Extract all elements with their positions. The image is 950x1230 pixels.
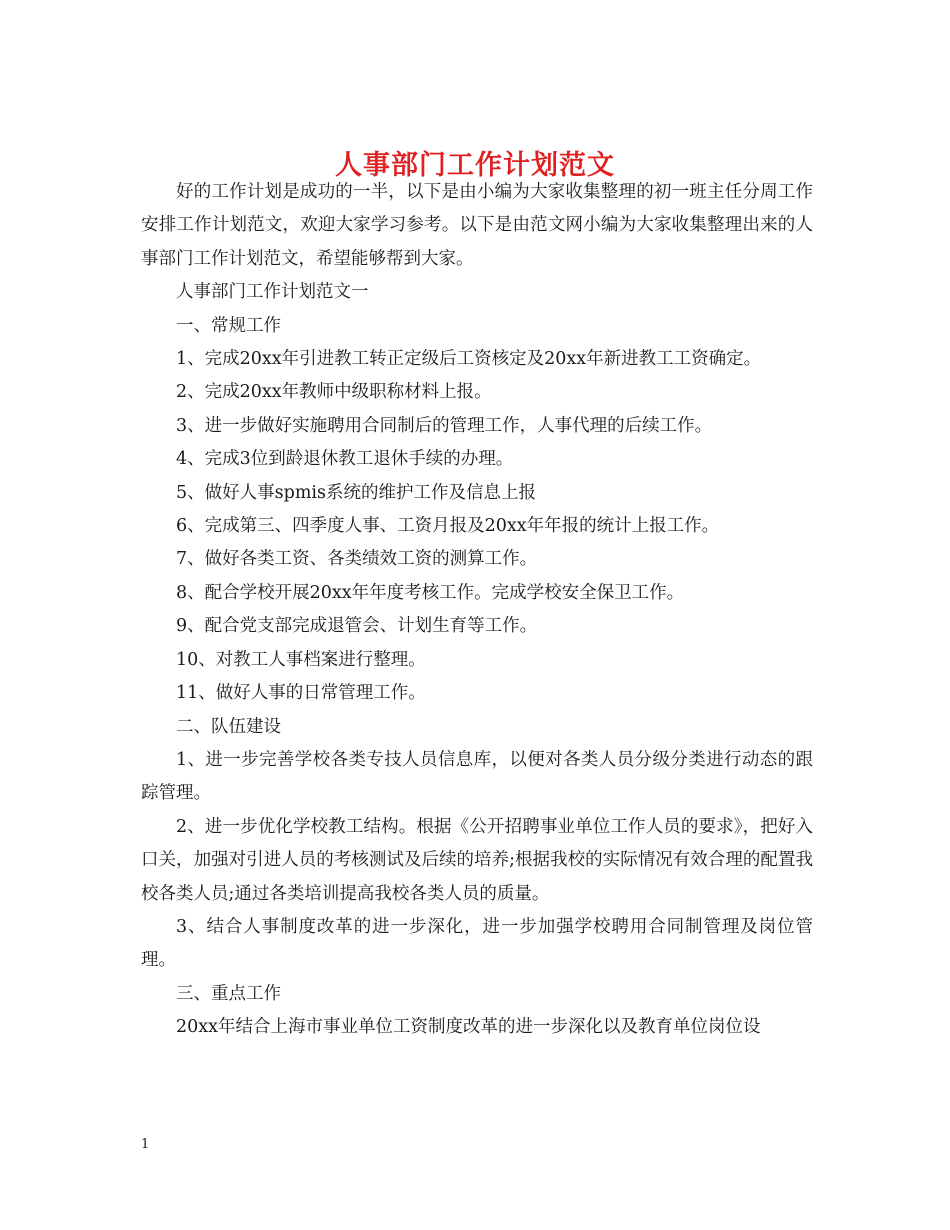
list-item: 2、进一步优化学校教工结构。根据《公开招聘事业单位工作人员的要求》，把好入口关，加强对引进人员的考核测试及后续的培养;根据我校的实际情况有效合理的配置我校各类人员;通过各类培训提高我校各类人员的质量。 xyxy=(141,816,813,904)
list-item: 3、结合人事制度改革的进一步深化，进一步加强学校聘用合同制管理及岗位管理。 xyxy=(141,916,813,971)
section-heading-key-work: 三、重点工作 xyxy=(176,983,281,1004)
list-item: 11、做好人事的日常管理工作。 xyxy=(176,683,426,704)
list-item: 4、完成3位到龄退休教工退休手续的办理。 xyxy=(176,449,514,470)
list-item: 9、配合党支部完成退管会、计划生育等工作。 xyxy=(176,616,538,637)
list-item: 1、完成20xx年引进教工转正定级后工资核定及20xx年新进教工工资确定。 xyxy=(176,349,762,370)
list-item: 1、进一步完善学校各类专技人员信息库，以便对各类人员分级分类进行动态的跟踪管理。 xyxy=(141,749,813,804)
paragraph-subtitle: 人事部门工作计划范文一 xyxy=(176,282,369,303)
paragraph-intro: 好的工作计划是成功的一半，以下是由小编为大家收集整理的初一班主任分周工作安排工作计划范文，欢迎大家学习参考。以下是由范文网小编为大家收集整理出来的人事部门工作计划范文，希望能够帮到大家。 xyxy=(141,182,813,269)
list-item: 8、配合学校开展20xx年年度考核工作。完成学校安全保卫工作。 xyxy=(176,582,685,603)
page-title: 人事部门工作计划范文 xyxy=(335,150,615,182)
list-item: 2、完成20xx年教师中级职称材料上报。 xyxy=(176,382,492,403)
paragraph-key-work: 20xx年结合上海市事业单位工资制度改革的进一步深化以及教育单位岗位设 xyxy=(176,1017,761,1038)
list-item: 3、进一步做好实施聘用合同制后的管理工作，人事代理的后续工作。 xyxy=(176,415,713,436)
section-heading-team: 二、队伍建设 xyxy=(176,716,281,737)
document-body xyxy=(141,176,813,1045)
list-item: 7、做好各类工资、各类绩效工资的测算工作。 xyxy=(176,549,538,570)
list-item: 5、做好人事spmis系统的维护工作及信息上报 xyxy=(176,482,536,503)
page-number: 1 xyxy=(141,1137,150,1152)
list-item: 10、对教工人事档案进行整理。 xyxy=(176,649,426,670)
section-heading-routine: 一、常规工作 xyxy=(176,315,281,336)
list-item: 6、完成第三、四季度人事、工资月报及20xx年年报的统计上报工作。 xyxy=(176,516,720,537)
